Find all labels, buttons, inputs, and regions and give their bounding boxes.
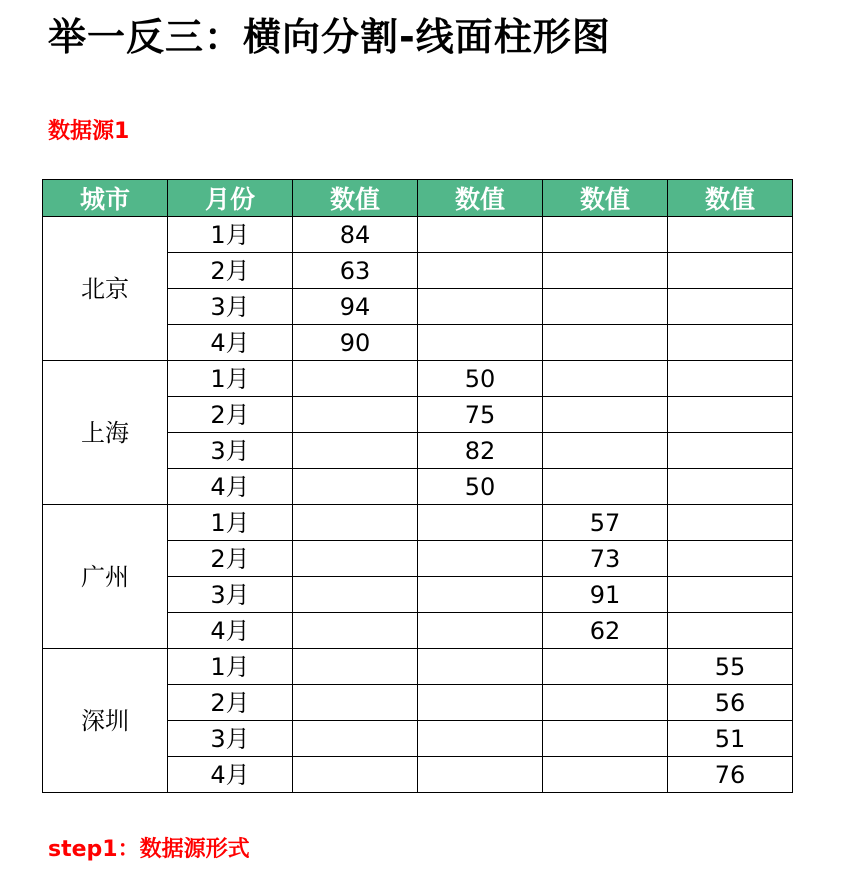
value-cell bbox=[668, 577, 793, 613]
value-cell bbox=[418, 685, 543, 721]
value-cell: 91 bbox=[543, 577, 668, 613]
table-header-row bbox=[43, 180, 793, 217]
table-body bbox=[43, 217, 793, 793]
month-cell: 4月 bbox=[168, 325, 293, 361]
month-cell: 4月 bbox=[168, 613, 293, 649]
value-cell bbox=[543, 397, 668, 433]
value-cell bbox=[543, 721, 668, 757]
value-cell: 55 bbox=[668, 649, 793, 685]
value-cell bbox=[293, 613, 418, 649]
month-cell: 3月 bbox=[168, 433, 293, 469]
month-cell: 1月 bbox=[168, 649, 293, 685]
value-cell bbox=[293, 433, 418, 469]
value-cell bbox=[293, 577, 418, 613]
value-cell bbox=[418, 217, 543, 253]
value-cell: 73 bbox=[543, 541, 668, 577]
header-month: 月份 bbox=[168, 180, 293, 217]
value-cell bbox=[418, 325, 543, 361]
page-title: 举一反三：横向分割-线面柱形图 bbox=[48, 15, 611, 59]
value-cell bbox=[418, 721, 543, 757]
value-cell bbox=[668, 217, 793, 253]
value-cell bbox=[668, 433, 793, 469]
value-cell: 82 bbox=[418, 433, 543, 469]
value-cell bbox=[293, 397, 418, 433]
value-cell bbox=[418, 649, 543, 685]
value-cell bbox=[668, 469, 793, 505]
value-cell bbox=[668, 613, 793, 649]
table-row bbox=[43, 505, 793, 541]
value-cell bbox=[668, 253, 793, 289]
value-cell: 50 bbox=[418, 361, 543, 397]
value-cell bbox=[543, 289, 668, 325]
value-cell: 57 bbox=[543, 505, 668, 541]
value-cell: 84 bbox=[293, 217, 418, 253]
month-cell: 2月 bbox=[168, 253, 293, 289]
section-label-step1: step1：数据源形式 bbox=[48, 837, 250, 862]
city-cell: 深圳 bbox=[43, 649, 168, 793]
city-cell: 北京 bbox=[43, 217, 168, 361]
value-cell bbox=[543, 325, 668, 361]
value-cell bbox=[418, 577, 543, 613]
value-cell bbox=[293, 649, 418, 685]
value-cell bbox=[668, 505, 793, 541]
value-cell bbox=[293, 685, 418, 721]
header-city: 城市 bbox=[43, 180, 168, 217]
value-cell bbox=[543, 253, 668, 289]
value-cell bbox=[543, 217, 668, 253]
value-cell: 63 bbox=[293, 253, 418, 289]
value-cell bbox=[668, 397, 793, 433]
value-cell: 51 bbox=[668, 721, 793, 757]
value-cell bbox=[543, 649, 668, 685]
value-cell: 62 bbox=[543, 613, 668, 649]
month-cell: 3月 bbox=[168, 721, 293, 757]
value-cell bbox=[668, 541, 793, 577]
data-table bbox=[42, 179, 793, 793]
value-cell bbox=[418, 541, 543, 577]
value-cell bbox=[668, 361, 793, 397]
value-cell bbox=[418, 505, 543, 541]
value-cell bbox=[418, 253, 543, 289]
month-cell: 3月 bbox=[168, 289, 293, 325]
table-row bbox=[43, 361, 793, 397]
value-cell: 56 bbox=[668, 685, 793, 721]
month-cell: 3月 bbox=[168, 577, 293, 613]
month-cell: 2月 bbox=[168, 541, 293, 577]
month-cell: 2月 bbox=[168, 685, 293, 721]
value-cell bbox=[293, 757, 418, 793]
value-cell: 90 bbox=[293, 325, 418, 361]
city-cell: 上海 bbox=[43, 361, 168, 505]
value-cell: 76 bbox=[668, 757, 793, 793]
month-cell: 4月 bbox=[168, 469, 293, 505]
header-value-3: 数值 bbox=[543, 180, 668, 217]
section-label-data-source: 数据源1 bbox=[48, 119, 130, 144]
value-cell bbox=[543, 361, 668, 397]
value-cell bbox=[418, 289, 543, 325]
value-cell bbox=[668, 289, 793, 325]
value-cell bbox=[543, 433, 668, 469]
value-cell bbox=[543, 685, 668, 721]
header-value-1: 数值 bbox=[293, 180, 418, 217]
table-row bbox=[43, 649, 793, 685]
value-cell bbox=[418, 613, 543, 649]
table-row bbox=[43, 217, 793, 253]
value-cell: 75 bbox=[418, 397, 543, 433]
value-cell bbox=[418, 757, 543, 793]
value-cell bbox=[293, 505, 418, 541]
value-cell: 94 bbox=[293, 289, 418, 325]
value-cell bbox=[293, 721, 418, 757]
city-cell: 广州 bbox=[43, 505, 168, 649]
month-cell: 1月 bbox=[168, 217, 293, 253]
value-cell bbox=[543, 757, 668, 793]
value-cell bbox=[543, 469, 668, 505]
month-cell: 4月 bbox=[168, 757, 293, 793]
value-cell bbox=[293, 361, 418, 397]
header-value-4: 数值 bbox=[668, 180, 793, 217]
month-cell: 2月 bbox=[168, 397, 293, 433]
month-cell: 1月 bbox=[168, 505, 293, 541]
value-cell bbox=[293, 469, 418, 505]
value-cell: 50 bbox=[418, 469, 543, 505]
value-cell bbox=[668, 325, 793, 361]
month-cell: 1月 bbox=[168, 361, 293, 397]
header-value-2: 数值 bbox=[418, 180, 543, 217]
value-cell bbox=[293, 541, 418, 577]
